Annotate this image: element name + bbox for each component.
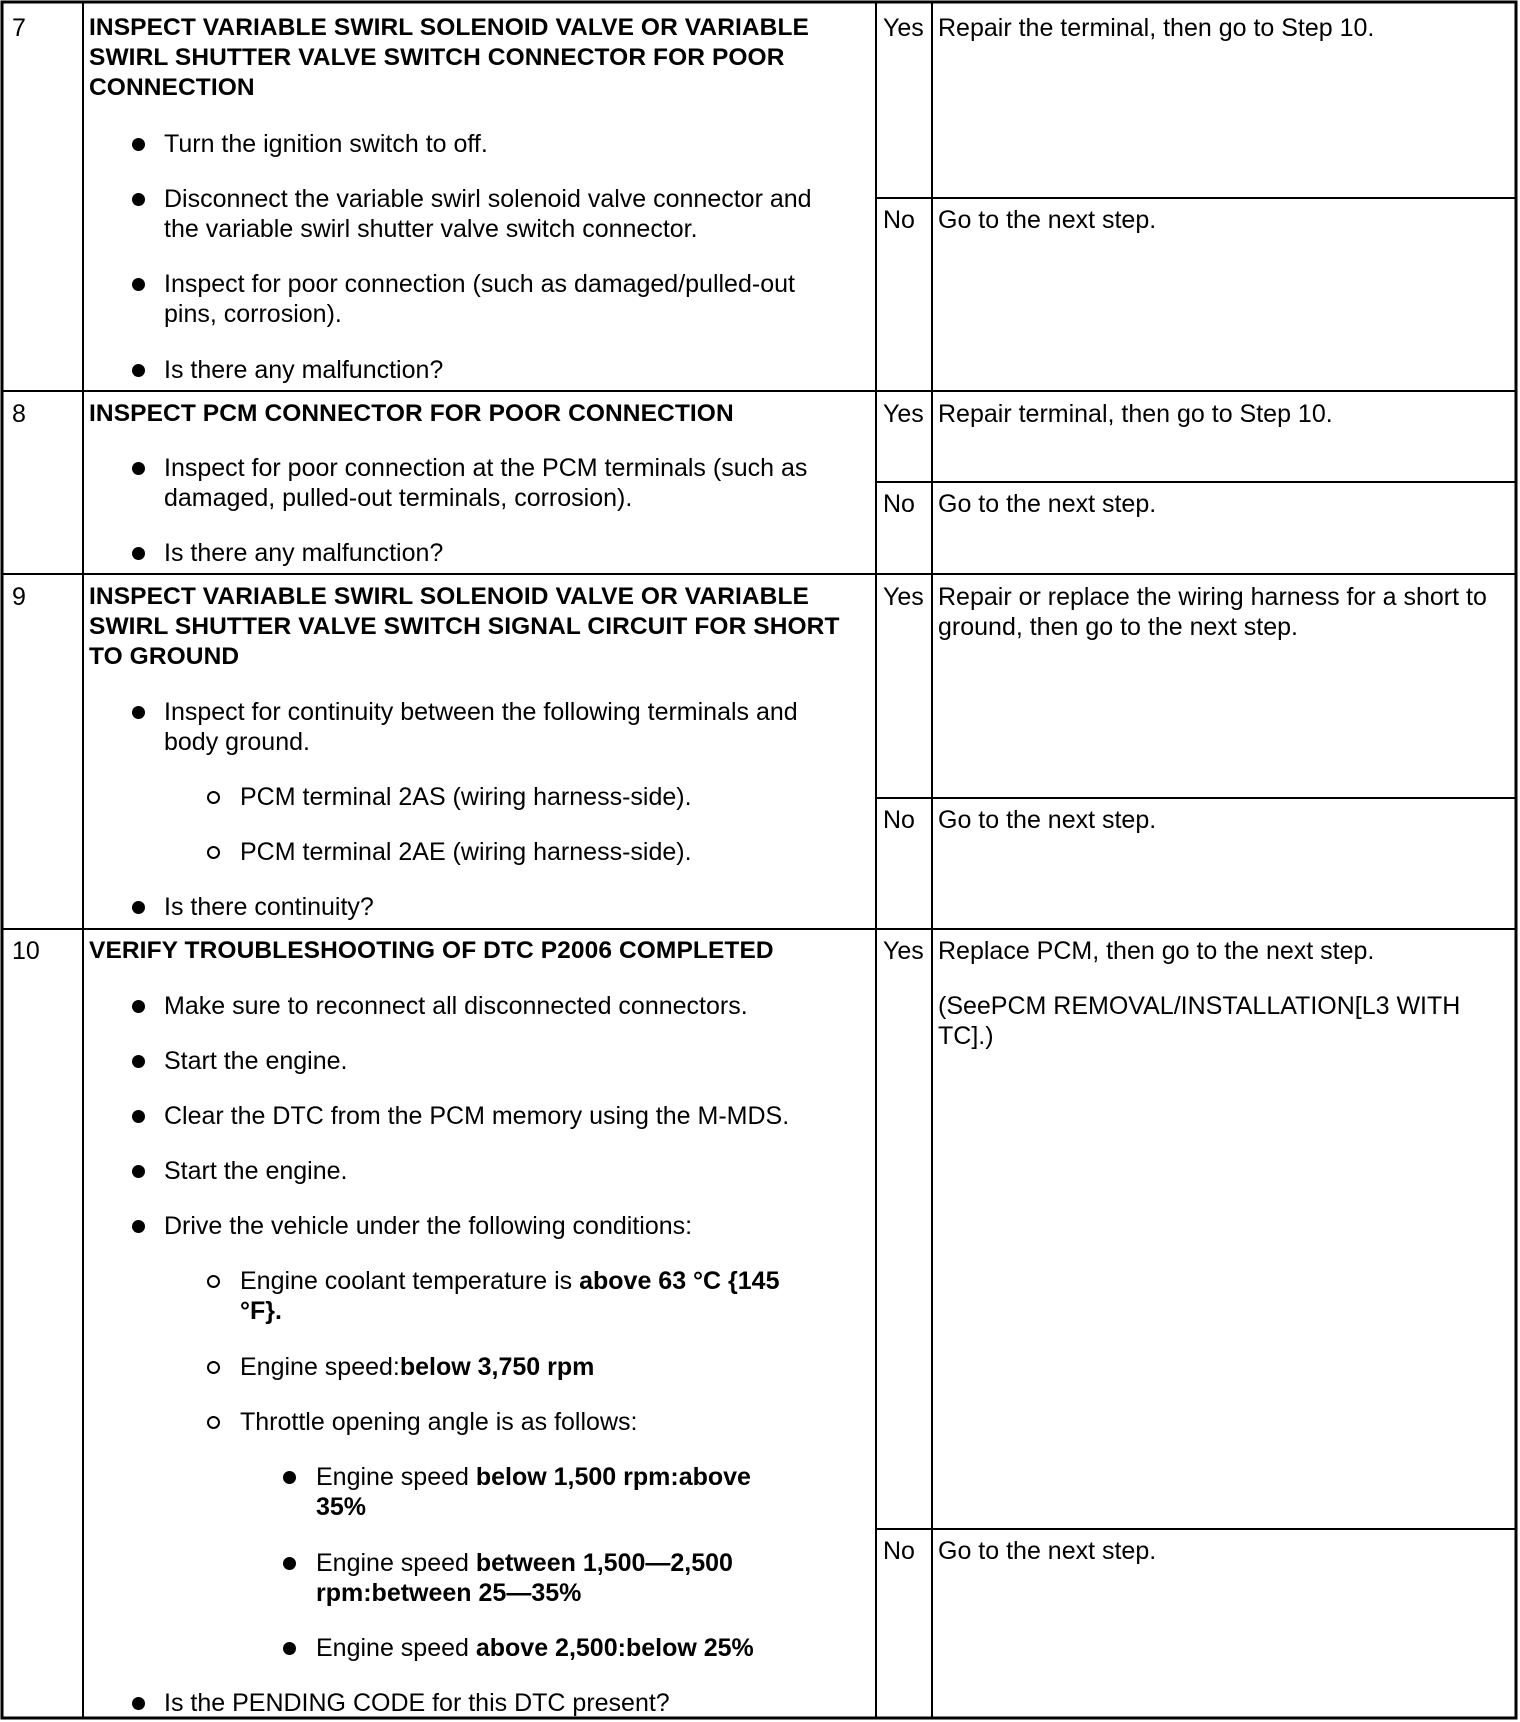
yes-label: Yes <box>883 14 924 42</box>
condition-engine-speed: Engine speed:below 3,750 rpm <box>240 1353 595 1381</box>
sub-bullet-icon <box>207 1275 220 1288</box>
instruction-text: damaged, pulled-out terminals, corrosion). <box>164 484 633 512</box>
yes-action: Repair terminal, then go to Step 10. <box>938 400 1333 428</box>
no-action: Go to the next step. <box>938 806 1157 834</box>
step-title-line: INSPECT VARIABLE SWIRL SOLENOID VALVE OR VARIABLE <box>89 583 809 610</box>
no-label: No <box>883 1537 915 1565</box>
bullet-icon <box>132 1165 145 1178</box>
step-number: 10 <box>12 937 40 965</box>
no-action: Go to the next step. <box>938 1537 1157 1565</box>
bullet-icon <box>283 1471 296 1484</box>
step-title-line: SWIRL SHUTTER VALVE SWITCH CONNECTOR FOR POOR <box>89 44 785 71</box>
step-number: 7 <box>12 14 26 42</box>
sub-instruction-text: PCM terminal 2AS (wiring harness-side). <box>240 783 692 811</box>
bullet-icon <box>132 706 145 719</box>
sub-bullet-icon <box>207 1361 220 1374</box>
bullet-icon <box>132 1110 145 1123</box>
instruction-text: Inspect for poor connection at the PCM terminals (such as <box>164 454 808 482</box>
step-number: 9 <box>12 583 26 611</box>
bullet-icon <box>132 364 145 377</box>
no-label: No <box>883 490 915 518</box>
reference-link-cont[interactable]: TC].) <box>938 1022 994 1050</box>
instruction-text: Turn the ignition switch to off. <box>164 130 488 158</box>
bullet-icon <box>132 278 145 291</box>
step-title-line: TO GROUND <box>89 643 240 670</box>
step-title-line: VERIFY TROUBLESHOOTING OF DTC P2006 COMPLETED <box>89 937 774 964</box>
step-title-line: SWIRL SHUTTER VALVE SWITCH SIGNAL CIRCUIT FOR SHORT <box>89 613 840 640</box>
instruction-text: the variable swirl shutter valve switch connector. <box>164 215 698 243</box>
bullet-icon <box>132 462 145 475</box>
yes-action: ground, then go to the next step. <box>938 613 1298 641</box>
yes-label: Yes <box>883 400 924 428</box>
no-label: No <box>883 806 915 834</box>
instruction-text: pins, corrosion). <box>164 300 342 328</box>
bullet-icon <box>132 138 145 151</box>
step-number: 8 <box>12 400 26 428</box>
instruction-text: body ground. <box>164 728 310 756</box>
yes-action: Repair the terminal, then go to Step 10. <box>938 14 1375 42</box>
instruction-text: Make sure to reconnect all disconnected connectors. <box>164 992 748 1020</box>
step-title-line: INSPECT VARIABLE SWIRL SOLENOID VALVE OR VARIABLE <box>89 14 809 41</box>
sub-instruction-text: PCM terminal 2AE (wiring harness-side). <box>240 838 692 866</box>
bullet-icon <box>132 193 145 206</box>
yes-label: Yes <box>883 937 924 965</box>
reference-link[interactable]: (SeePCM REMOVAL/INSTALLATION[L3 WITH <box>938 992 1461 1020</box>
question-text: Is the PENDING CODE for this DTC present? <box>164 1689 670 1717</box>
bullet-icon <box>132 1000 145 1013</box>
throttle-condition-cont: rpm:between 25—35% <box>316 1579 582 1607</box>
throttle-condition: Engine speed below 1,500 rpm:above <box>316 1463 751 1491</box>
step-title-line: INSPECT PCM CONNECTOR FOR POOR CONNECTION <box>89 400 734 427</box>
step-title-line: CONNECTION <box>89 74 255 101</box>
instruction-text: Start the engine. <box>164 1157 348 1185</box>
question-text: Is there continuity? <box>164 893 374 921</box>
yes-action: Replace PCM, then go to the next step. <box>938 937 1375 965</box>
instruction-text: Drive the vehicle under the following conditions: <box>164 1212 693 1240</box>
yes-label: Yes <box>883 583 924 611</box>
bullet-icon <box>283 1642 296 1655</box>
instruction-text: Inspect for poor connection (such as damaged/pulled-out <box>164 270 795 298</box>
bullet-icon <box>283 1557 296 1570</box>
condition-coolant-temp-cont: °F}. <box>240 1297 282 1325</box>
condition-coolant-temp: Engine coolant temperature is above 63 °C {145 <box>240 1267 780 1295</box>
sub-bullet-icon <box>207 791 220 804</box>
bullet-icon <box>132 1697 145 1710</box>
instruction-text: Clear the DTC from the PCM memory using the M-MDS. <box>164 1102 790 1130</box>
sub-bullet-icon <box>207 1416 220 1429</box>
instruction-text: Disconnect the variable swirl solenoid valve connector and <box>164 185 812 213</box>
no-action: Go to the next step. <box>938 206 1157 234</box>
instruction-text: Inspect for continuity between the following terminals and <box>164 698 798 726</box>
no-label: No <box>883 206 915 234</box>
condition-throttle: Throttle opening angle is as follows: <box>240 1408 638 1436</box>
sub-bullet-icon <box>207 846 220 859</box>
question-text: Is there any malfunction? <box>164 539 444 567</box>
bullet-icon <box>132 1055 145 1068</box>
instruction-text: Start the engine. <box>164 1047 348 1075</box>
yes-action: Repair or replace the wiring harness for a short to <box>938 583 1487 611</box>
question-text: Is there any malfunction? <box>164 356 444 384</box>
bullet-icon <box>132 901 145 914</box>
throttle-condition: Engine speed between 1,500—2,500 <box>316 1549 733 1577</box>
no-action: Go to the next step. <box>938 490 1157 518</box>
throttle-condition-cont: 35% <box>316 1493 367 1521</box>
throttle-condition: Engine speed above 2,500:below 25% <box>316 1634 754 1662</box>
bullet-icon <box>132 547 145 560</box>
bullet-icon <box>132 1220 145 1233</box>
